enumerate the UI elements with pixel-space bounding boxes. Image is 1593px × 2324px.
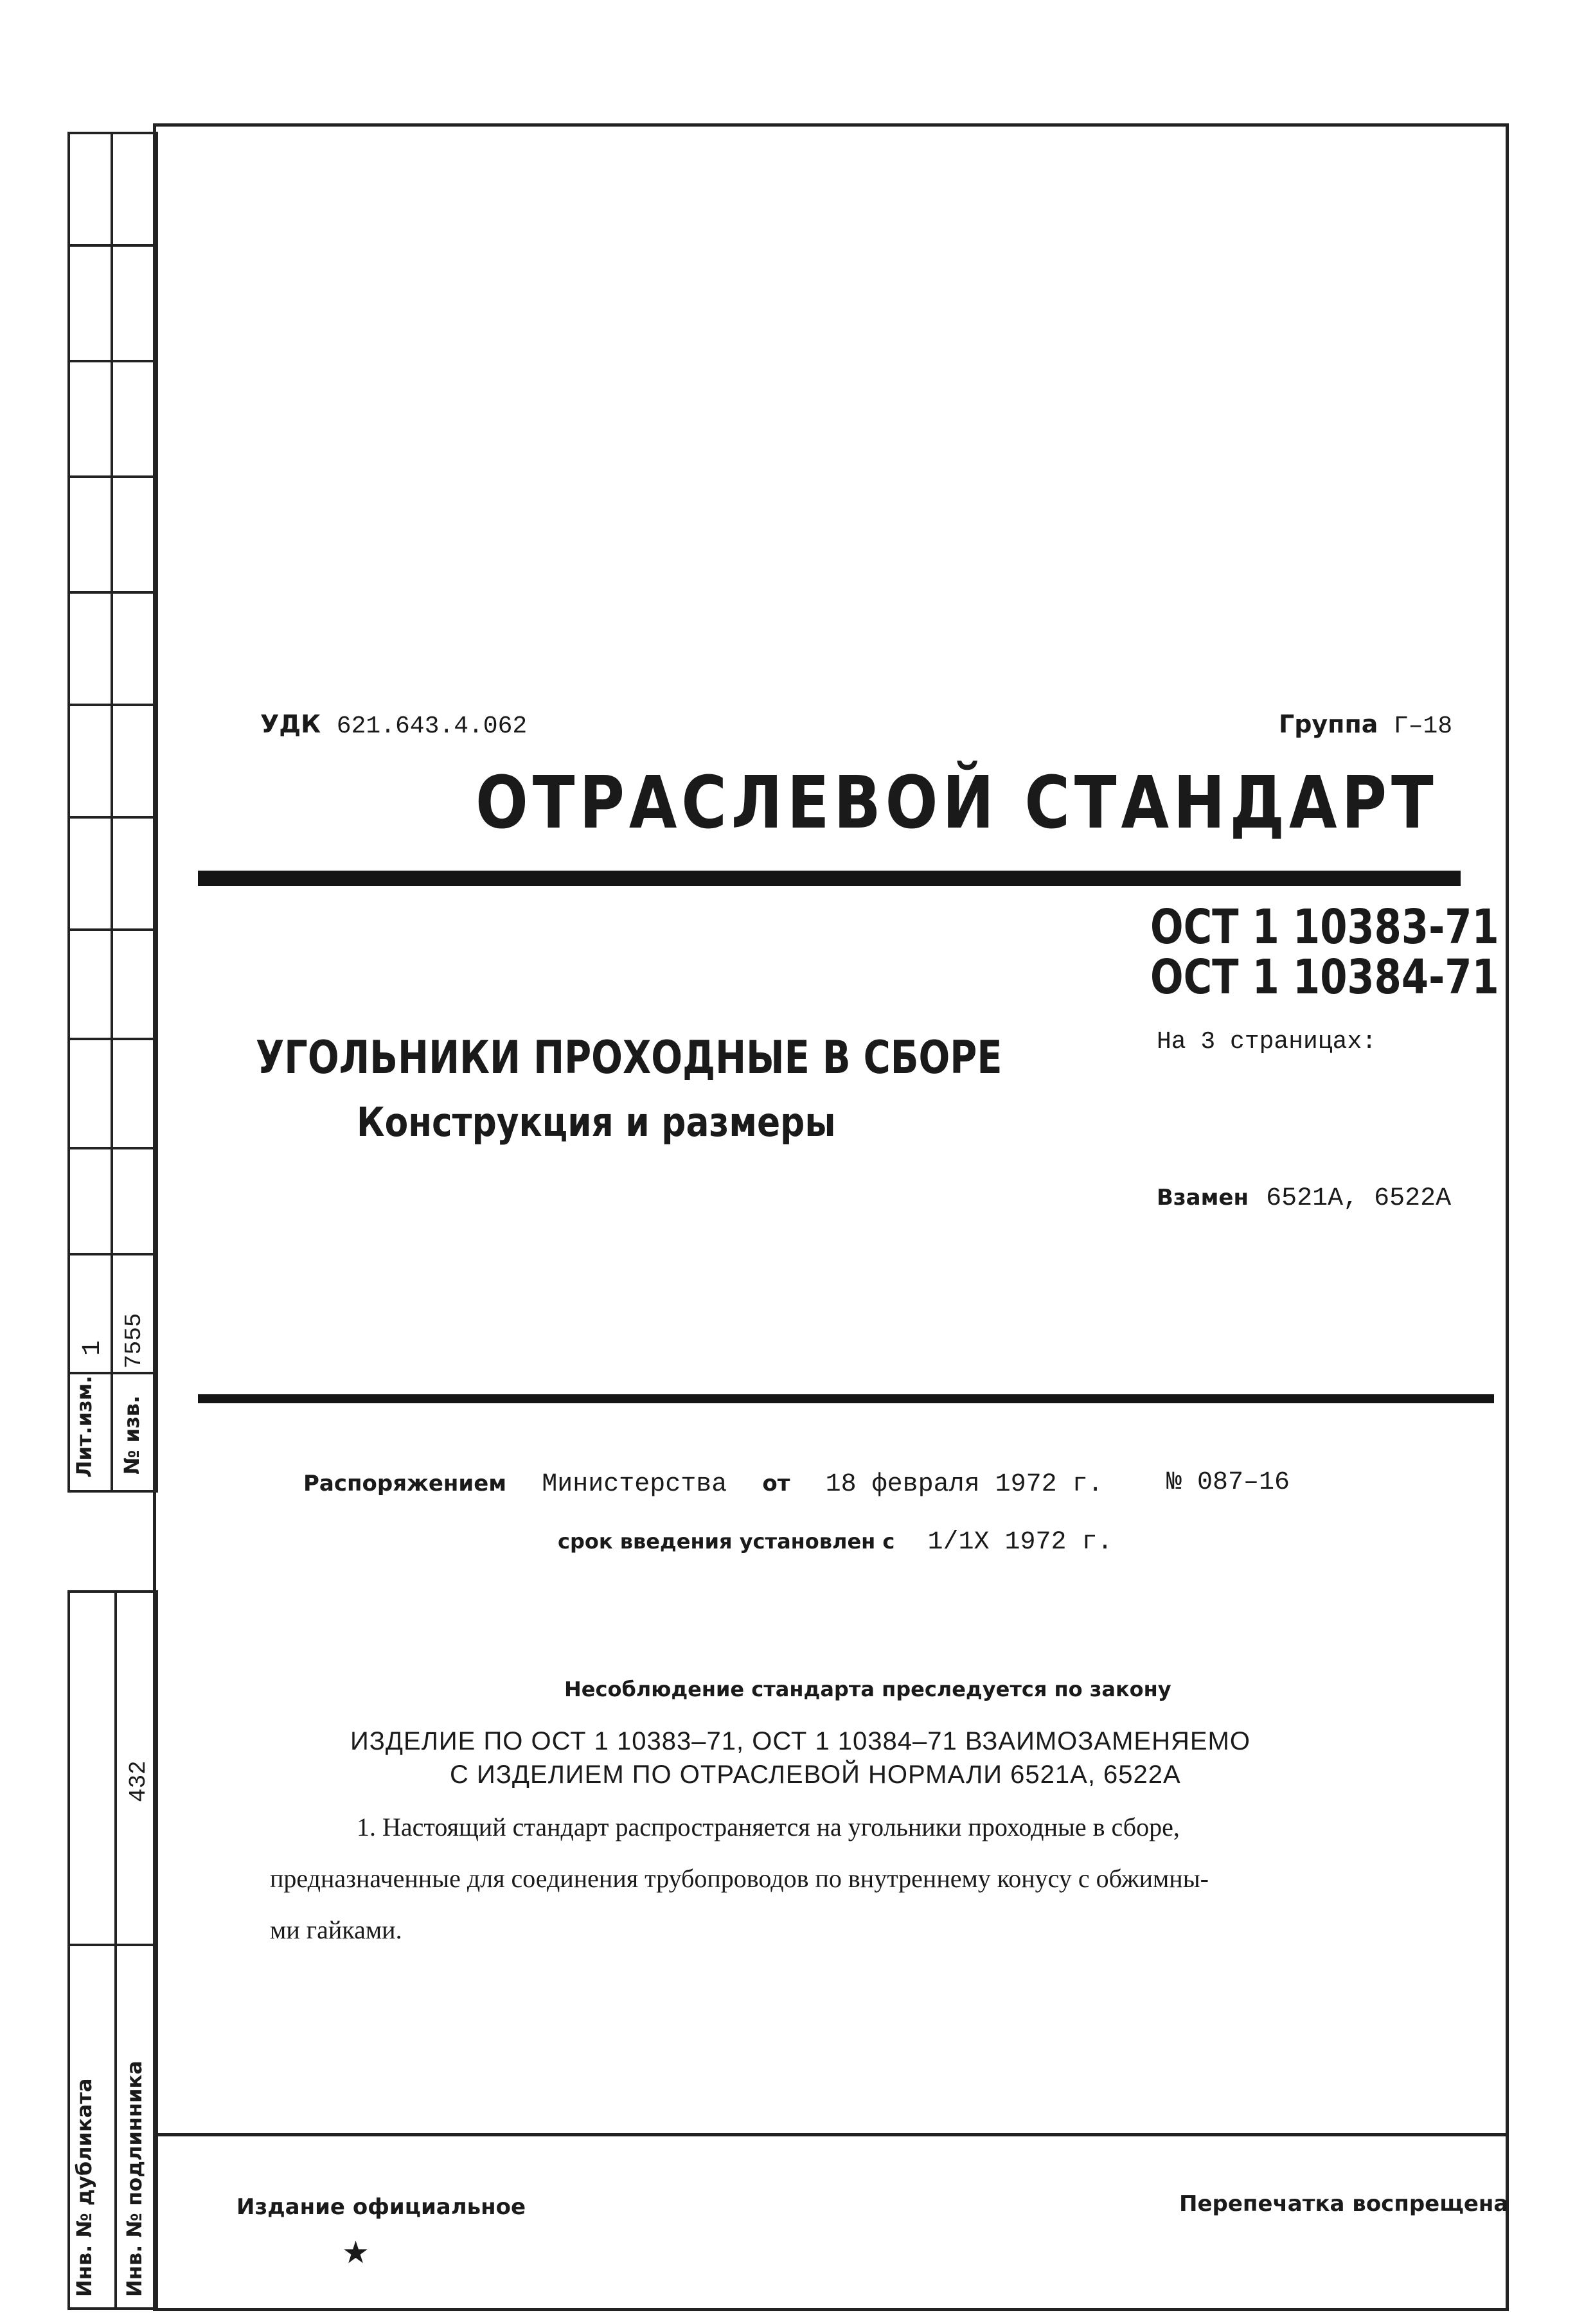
star-mark: ★ [342, 2235, 370, 2271]
original-inventory-label: Инв. № подлинника [122, 2061, 147, 2297]
group-value: Г–18 [1393, 713, 1453, 740]
stamp-row-line [67, 244, 156, 247]
page-title: ОТРАСЛЕВОЙ СТАНДАРТ [476, 761, 1438, 845]
effective-line [558, 1526, 1113, 1557]
product-name: УГОЛЬНИКИ ПРОХОДНЫЕ В СБОРЕ [256, 1031, 1002, 1084]
replaces-label: Взамен [1157, 1185, 1249, 1211]
ost-designation-1: ОСТ 1 10383-71 [1150, 900, 1499, 955]
stamp-row-line [67, 360, 156, 362]
notice-label: № изв. [120, 1395, 144, 1475]
side-stamp-divider-upper [111, 132, 113, 1490]
udk-line [260, 710, 527, 740]
paragraph-1-line-3: ми гайками. [270, 1915, 402, 1944]
group-label: Группа [1279, 710, 1378, 738]
side-stamp-divider-lower [114, 1590, 117, 2307]
order-from-label: от [762, 1471, 790, 1496]
replaces-line [1157, 1182, 1451, 1213]
page-frame [153, 123, 1509, 2311]
middle-rule [198, 1394, 1494, 1403]
interchange-line-1: ИЗДЕЛИЕ ПО ОСТ 1 10383–71, ОСТ 1 10384–71 ВЗАИМОЗАМЕНЯЕМО [350, 1727, 1250, 1755]
change-label: Лит.изм. [72, 1375, 96, 1478]
effective-date: 1/1Х 1972 г. [927, 1528, 1113, 1557]
order-ministry: Министерства [542, 1470, 727, 1499]
duplicate-inventory-label: Инв. № дубликата [72, 2078, 96, 2297]
udk-value: 621.643.4.062 [336, 713, 528, 740]
order-label: Распоряжением [303, 1471, 507, 1496]
effective-label: срок введения установлен с [558, 1529, 895, 1554]
page-count: На 3 страницах: [1157, 1028, 1377, 1056]
paragraph-1-line-2: предназначенные для соединения трубопроводов по внутреннему конусу с обжимны- [270, 1864, 1209, 1893]
stamp-row-line [67, 475, 156, 478]
stamp-row-line [67, 1038, 156, 1040]
ost-designation-2: ОСТ 1 10384-71 [1150, 950, 1499, 1005]
paragraph-1-line-1: 1. Настоящий стандарт распространяется на угольники проходные в сборе, [357, 1813, 1180, 1841]
stamp-row-line [67, 1253, 156, 1255]
udk-label: УДК [260, 710, 321, 738]
product-subtitle: Конструкция и размеры [357, 1099, 836, 1146]
footer-rule [153, 2133, 1506, 2136]
stamp-row-line [67, 816, 156, 819]
official-edition: Издание официальное [236, 2194, 526, 2220]
stamp-row-line [67, 704, 156, 706]
notice-number: 7555 [121, 1313, 147, 1369]
replaces-value: 6521А, 6522А [1266, 1184, 1452, 1213]
law-notice: Несоблюдение стандарта преследуется по закону [564, 1677, 1171, 1701]
top-rule [198, 871, 1461, 886]
stamp-row-line [67, 591, 156, 594]
order-date: 18 февраля 1972 г. [825, 1470, 1103, 1499]
group-line [1279, 710, 1452, 740]
original-inventory-number: 432 [125, 1761, 152, 1802]
order-number: № 087–16 [1166, 1468, 1290, 1497]
stamp-row-line [67, 1944, 156, 1946]
stamp-row-line [67, 1372, 156, 1374]
interchange-line-2: С ИЗДЕЛИЕМ ПО ОТРАСЛЕВОЙ НОРМАЛИ 6521А, 6522А [450, 1761, 1181, 1789]
stamp-row-line [67, 1147, 156, 1149]
order-line [303, 1468, 1103, 1499]
change-number: 1 [78, 1340, 107, 1356]
reprint-prohibited: Перепечатка воспрещена [1179, 2191, 1509, 2217]
stamp-row-line [67, 928, 156, 931]
